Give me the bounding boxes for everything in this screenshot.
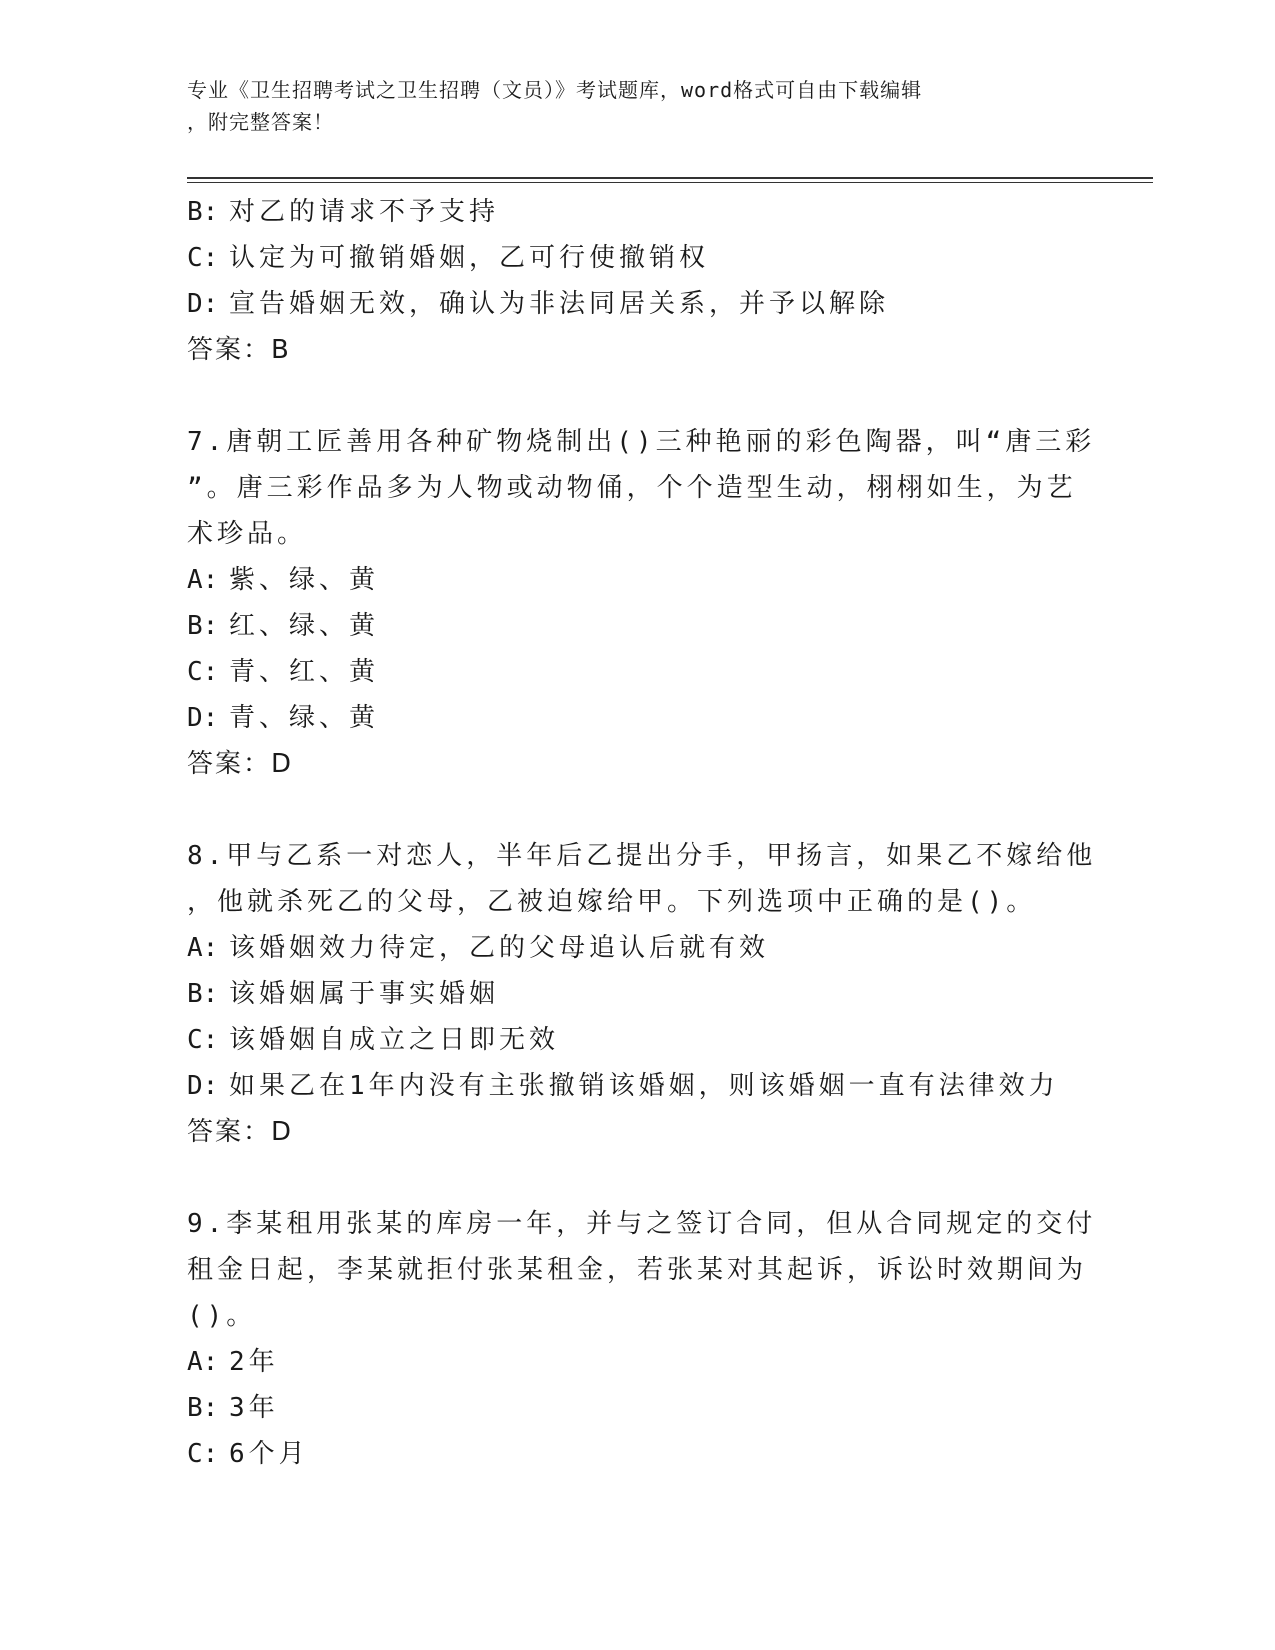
option-c [187, 235, 1067, 281]
option-text: 认定为可撤销婚姻，乙可行使撤销权 [229, 243, 710, 273]
question-text-line: ，他就杀死乙的父母，乙被迫嫁给甲。下列选项中正确的是()。 [187, 887, 1037, 917]
option-letter: B: [187, 1393, 219, 1423]
option-a [187, 925, 1067, 971]
option-letter: C: [187, 1025, 219, 1055]
question-text-line: 7.唐朝工匠善用各种矿物烧制出()三种艳丽的彩色陶器，叫“唐三彩 [187, 427, 1096, 457]
option-letter: C: [187, 1439, 219, 1469]
option-b [187, 189, 1067, 235]
option-text: 3年 [229, 1393, 279, 1423]
option-d [187, 695, 1067, 741]
option-text: 宣告婚姻无效，确认为非法同居关系，并予以解除 [229, 289, 890, 319]
option-letter: D: [187, 289, 219, 319]
option-text: 紫、绿、黄 [229, 565, 380, 595]
option-b [187, 971, 1067, 1017]
option-letter: C: [187, 657, 219, 687]
option-text: 青、红、黄 [229, 657, 380, 687]
spacer [187, 1155, 1067, 1201]
spacer [187, 373, 1067, 419]
option-text: 6个月 [229, 1439, 309, 1469]
answer-line: 答案：B [187, 335, 291, 365]
option-c [187, 649, 1067, 695]
option-text: 该婚姻自成立之日即无效 [229, 1025, 560, 1055]
question-7 [187, 419, 1096, 787]
option-letter: B: [187, 611, 219, 641]
option-letter: B: [187, 979, 219, 1009]
option-text: 对乙的请求不予支持 [229, 197, 500, 227]
option-b [187, 603, 1067, 649]
option-b [187, 1385, 1067, 1431]
answer-line: 答案：D [187, 749, 294, 779]
option-text: 该婚姻效力待定，乙的父母追认后就有效 [229, 933, 770, 963]
header-divider [187, 177, 1153, 183]
header-title-line-2: ，附完整答案！ [187, 110, 334, 134]
question-text-line: 8.甲与乙系一对恋人，半年后乙提出分手，甲扬言，如果乙不嫁给他 [187, 841, 1097, 871]
option-letter: A: [187, 933, 219, 963]
header-title-line-1: 专业《卫生招聘考试之卫生招聘（文员）》考试题库，word格式可自由下载编辑 [187, 78, 923, 102]
option-c [187, 1017, 1067, 1063]
option-text: 红、绿、黄 [229, 611, 380, 641]
question-8 [187, 833, 1097, 1155]
option-letter: C: [187, 243, 219, 273]
option-a [187, 1339, 1067, 1385]
option-letter: A: [187, 1347, 219, 1377]
question-text-line: 术珍品。 [187, 519, 308, 549]
question-9 [187, 1201, 1097, 1477]
option-letter: D: [187, 1071, 219, 1101]
spacer [187, 787, 1067, 833]
option-d [187, 281, 1067, 327]
option-letter: A: [187, 565, 219, 595]
option-letter: D: [187, 703, 219, 733]
option-c [187, 1431, 1067, 1477]
question-text-line: 9.李某租用张某的库房一年，并与之签订合同，但从合同规定的交付 [187, 1209, 1097, 1239]
option-d [187, 1063, 1067, 1109]
option-text: 2年 [229, 1347, 279, 1377]
question-6-tail [187, 189, 1067, 373]
option-text: 如果乙在1年内没有主张撤销该婚姻，则该婚姻一直有法律效力 [229, 1071, 1059, 1101]
question-text-line: ”。唐三彩作品多为人物或动物俑，个个造型生动，栩栩如生，为艺 [187, 473, 1077, 503]
option-text: 青、绿、黄 [229, 703, 380, 733]
question-text-line: ()。 [187, 1301, 257, 1331]
option-a [187, 557, 1067, 603]
option-text: 该婚姻属于事实婚姻 [229, 979, 500, 1009]
page-header [187, 74, 1067, 138]
option-letter: B: [187, 197, 219, 227]
question-text-line: 租金日起，李某就拒付张某租金，若张某对其起诉，诉讼时效期间为 [187, 1255, 1088, 1285]
answer-line: 答案：D [187, 1117, 294, 1147]
question-list [187, 189, 1097, 1477]
